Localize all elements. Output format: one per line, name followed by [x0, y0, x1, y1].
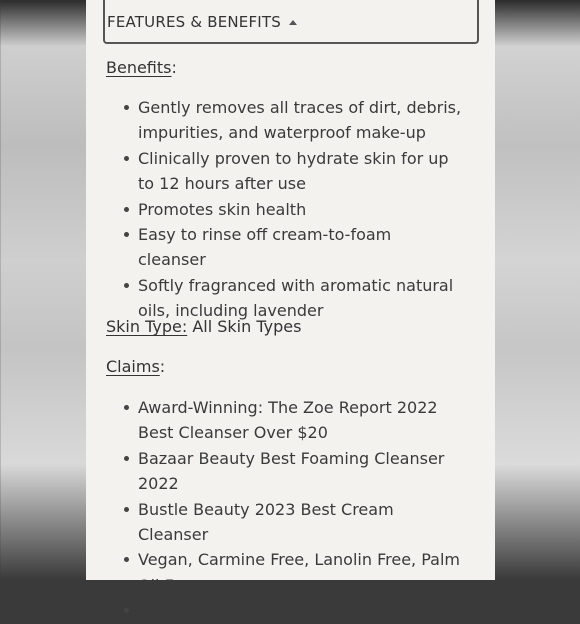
claims-list — [122, 395, 462, 624]
list-item: Clinically proven to hydrate skin for up to 12 hours after use — [122, 146, 462, 197]
skin-type-value: All Skin Types — [192, 317, 302, 336]
list-item: Bazaar Beauty Best Foaming Cleanser 2022 — [122, 446, 462, 497]
background-right — [480, 0, 580, 580]
list-item: Award-Winning: The Zoe Report 2022 Best Cleanser Over $20 — [122, 395, 462, 446]
accordion-label: FEATURES & BENEFITS — [107, 13, 282, 31]
list-item: Gently removes all traces of dirt, debris, impurities, and waterproof make-up — [122, 95, 462, 146]
list-item: Promotes skin health — [122, 197, 462, 222]
claims-heading: Claims: — [106, 357, 166, 376]
background-left — [0, 0, 100, 580]
content-panel — [86, 0, 495, 621]
list-item: Softly fragranced with aromatic natural oils, including lavender — [122, 273, 462, 324]
skin-type-label: Skin Type: — [106, 317, 188, 336]
list-item: Easy to rinse off cream-to-foam cleanser — [122, 222, 462, 273]
list-item: Vegan, Carmine Free, Lanolin Free, Palm Oil Free — [122, 547, 462, 598]
benefits-list — [122, 95, 462, 324]
list-item: Bustle Beauty 2023 Best Cream Cleanser — [122, 497, 462, 548]
features-benefits-accordion[interactable] — [103, 0, 479, 44]
list-item: Dermatologically tested — [122, 598, 462, 623]
skin-type-row — [106, 317, 301, 336]
caret-up-icon — [289, 20, 297, 25]
benefits-heading: Benefits: — [106, 58, 177, 77]
